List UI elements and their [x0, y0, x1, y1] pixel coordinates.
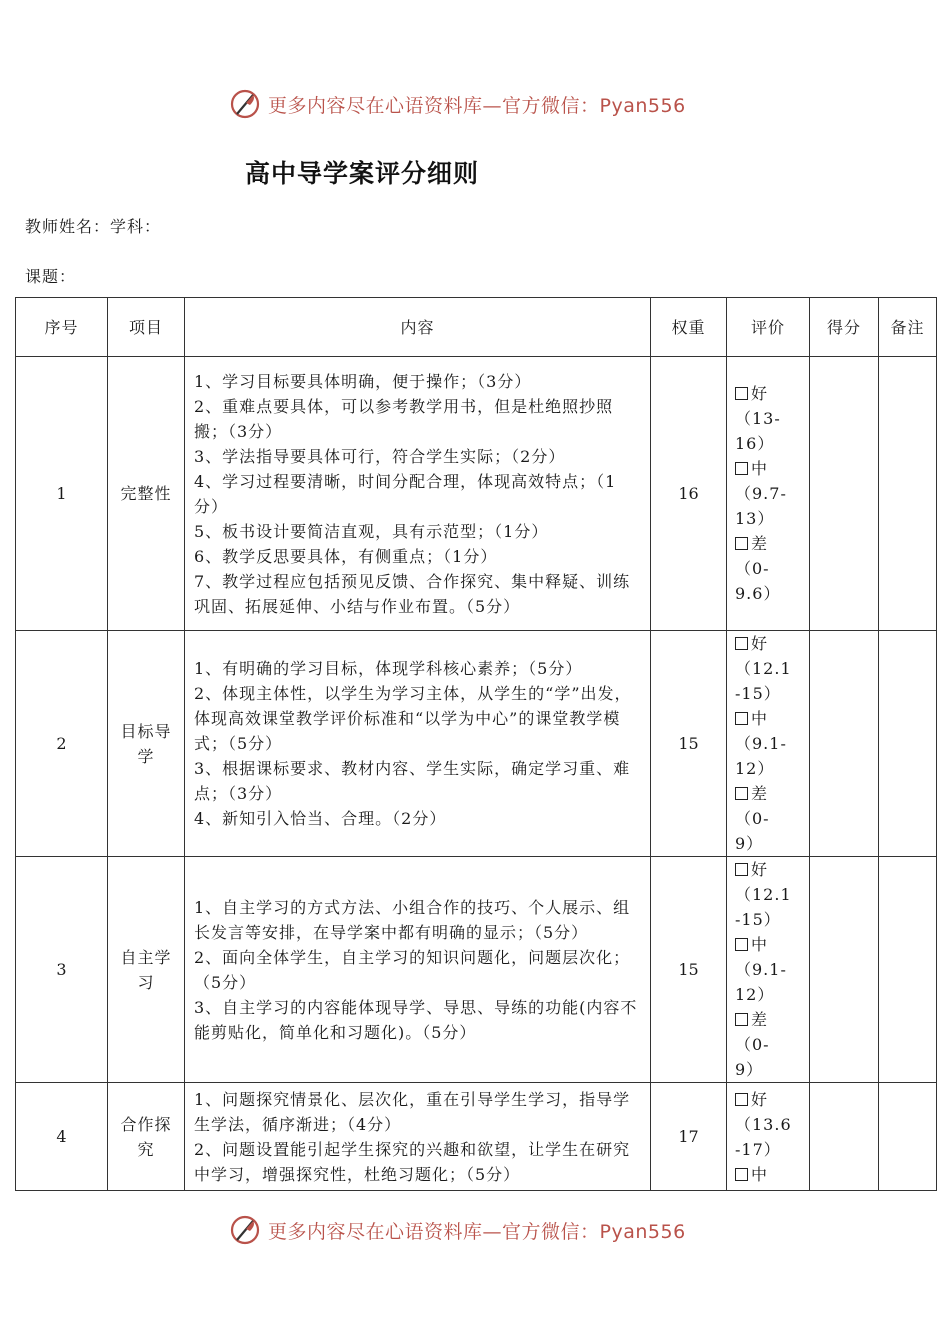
weight-cell: 15 — [651, 857, 727, 1083]
score-cell[interactable] — [810, 631, 879, 857]
watermark-bottom — [228, 1212, 686, 1248]
header-cell: 权重 — [651, 298, 727, 357]
content-line: 1、学习目标要具体明确，便于操作；（3分） — [194, 371, 532, 391]
content-line: 6、教学反思要具体，有侧重点；（1分） — [194, 546, 498, 566]
remark-cell[interactable] — [879, 857, 937, 1083]
header-cell: 序号 — [16, 298, 108, 357]
content-line: 3、根据课标要求、教材内容、学生实际，确定学习重、难点；（3分） — [194, 759, 631, 803]
teacher-subject-line: 教师姓名：学科： — [25, 217, 162, 236]
checkbox-icon[interactable] — [735, 938, 748, 951]
rating-range: （9.7- — [735, 484, 787, 503]
checkbox-icon[interactable] — [735, 537, 748, 550]
rating-range: 9） — [735, 1060, 764, 1079]
document-title: 高中导学案评分细则 — [245, 159, 480, 188]
rating-option: 中 — [751, 709, 769, 728]
content-line: 3、自主学习的内容能体现导学、导思、导练的功能(内容不能剪贴化，简单化和习题化)。（5分） — [194, 997, 638, 1042]
item-label: 自主学习 — [120, 947, 172, 992]
rating-range: 12） — [735, 985, 775, 1004]
content-line: 4、新知引入恰当、合理。（2分） — [194, 809, 447, 828]
rating-option: 差 — [751, 1010, 769, 1029]
rating-option: 中 — [751, 935, 769, 954]
rating-range: 16） — [735, 434, 775, 453]
content-line: 4、学习过程要清晰，时间分配合理，体现高效特点；（1分） — [194, 471, 617, 516]
rating-range: （0- — [735, 559, 770, 578]
rating-option: 差 — [751, 534, 769, 553]
rating-range: （9.1- — [735, 734, 787, 753]
weight-cell: 17 — [651, 1083, 727, 1191]
checkbox-icon[interactable] — [735, 1013, 748, 1026]
quill-logo-icon — [228, 1213, 262, 1247]
rating-option: 中 — [751, 459, 769, 478]
table-row — [16, 631, 937, 857]
rating-cell — [727, 857, 810, 1083]
rating-range: （12.1 — [735, 659, 792, 678]
rating-range: （0- — [735, 809, 770, 828]
watermark-handle: Pyan556 — [599, 1220, 686, 1243]
rating-option: 好 — [751, 634, 769, 653]
rating-option: 好 — [751, 384, 769, 403]
content-cell — [185, 857, 651, 1083]
rating-range: 12） — [735, 759, 775, 778]
remark-cell[interactable] — [879, 631, 937, 857]
table-row — [16, 857, 937, 1083]
rating-option: 好 — [751, 1089, 769, 1109]
rating-range: （13.6 — [735, 1114, 792, 1134]
rating-range: （9.1- — [735, 960, 787, 979]
watermark-top — [228, 86, 686, 122]
header-cell: 备注 — [879, 298, 937, 357]
content-line: 1、问题探究情景化、层次化，重在引导学生学习，指导学生学法，循序渐进；（4分） — [194, 1089, 631, 1134]
rating-option: 好 — [751, 860, 769, 879]
rating-option: 中 — [751, 1164, 769, 1184]
rating-range: （13- — [735, 409, 781, 428]
quill-logo-icon — [228, 87, 262, 121]
score-cell[interactable] — [810, 1083, 879, 1191]
topic-line: 课题： — [25, 267, 77, 286]
checkbox-icon[interactable] — [735, 787, 748, 800]
watermark-text: 更多内容尽在心语资料库—官方微信：Pyan556 — [268, 94, 686, 117]
rating-range: 9.6） — [735, 584, 781, 603]
checkbox-icon[interactable] — [735, 387, 748, 400]
item-label: 合作探究 — [120, 1114, 172, 1159]
rating-range: -17） — [735, 1139, 781, 1159]
header-cell: 得分 — [810, 298, 879, 357]
checkbox-icon[interactable] — [735, 1168, 748, 1181]
content-line: 1、有明确的学习目标，体现学科核心素养；（5分） — [194, 659, 583, 678]
remark-cell[interactable] — [879, 1083, 937, 1191]
content-line: 7、教学过程应包括预见反馈、合作探究、集中释疑、训练巩固、拓展延伸、小结与作业布置。（5分） — [194, 571, 631, 616]
content-line: 5、板书设计要简洁直观，具有示范型；（1分） — [194, 521, 549, 541]
checkbox-icon[interactable] — [735, 462, 748, 475]
content-line: 2、重难点要具体，可以参考教学用书，但是杜绝照抄照搬；（3分） — [194, 396, 614, 441]
rating-range: -15） — [735, 684, 781, 703]
row-number: 4 — [16, 1083, 108, 1191]
rating-range: -15） — [735, 910, 781, 929]
watermark-handle: Pyan556 — [599, 94, 686, 117]
content-line: 1、自主学习的方式方法、小组合作的技巧、个人展示、组长发言等安排，在导学案中都有明确的显示；（5分） — [194, 897, 631, 942]
weight-cell: 15 — [651, 631, 727, 857]
item-label: 目标导学 — [120, 721, 172, 766]
row-number: 3 — [16, 857, 108, 1083]
table-row — [16, 357, 937, 631]
score-cell[interactable] — [810, 357, 879, 631]
rating-range: （12.1 — [735, 885, 792, 904]
row-number: 1 — [16, 357, 108, 631]
checkbox-icon[interactable] — [735, 1093, 748, 1106]
rating-option: 差 — [751, 784, 769, 803]
weight-cell: 16 — [651, 357, 727, 631]
header-cell: 评价 — [727, 298, 810, 357]
content-cell — [185, 1083, 651, 1191]
rating-cell — [727, 1083, 810, 1191]
rating-range: （0- — [735, 1035, 770, 1054]
checkbox-icon[interactable] — [735, 863, 748, 876]
remark-cell[interactable] — [879, 357, 937, 631]
header-cell: 内容 — [185, 298, 651, 357]
content-line: 2、问题设置能引起学生探究的兴趣和欲望，让学生在研究中学习，增强探究性，杜绝习题化；（5分） — [194, 1139, 631, 1184]
scoring-table — [15, 297, 937, 1191]
rating-range: 9） — [735, 834, 764, 853]
row-number: 2 — [16, 631, 108, 857]
content-line: 3、学法指导要具体可行，符合学生实际；（2分） — [194, 446, 566, 466]
table-header-row — [16, 298, 937, 357]
watermark-text: 更多内容尽在心语资料库—官方微信：Pyan556 — [268, 1220, 686, 1243]
rating-cell — [727, 357, 810, 631]
score-cell[interactable] — [810, 857, 879, 1083]
header-cell: 项目 — [108, 298, 185, 357]
content-line: 2、体现主体性，以学生为学习主体，从学生的“学”出发，体现高效课堂教学评价标准和“以学为中心”的课堂教学模式；（5分） — [194, 684, 632, 753]
table-row — [16, 1083, 937, 1191]
rating-cell — [727, 631, 810, 857]
checkbox-icon[interactable] — [735, 637, 748, 650]
content-cell — [185, 631, 651, 857]
item-label: 完整性 — [120, 484, 172, 503]
content-cell — [185, 357, 651, 631]
checkbox-icon[interactable] — [735, 712, 748, 725]
content-line: 2、面向全体学生，自主学习的知识问题化，问题层次化；（5分） — [194, 947, 631, 992]
rating-range: 13） — [735, 509, 775, 528]
